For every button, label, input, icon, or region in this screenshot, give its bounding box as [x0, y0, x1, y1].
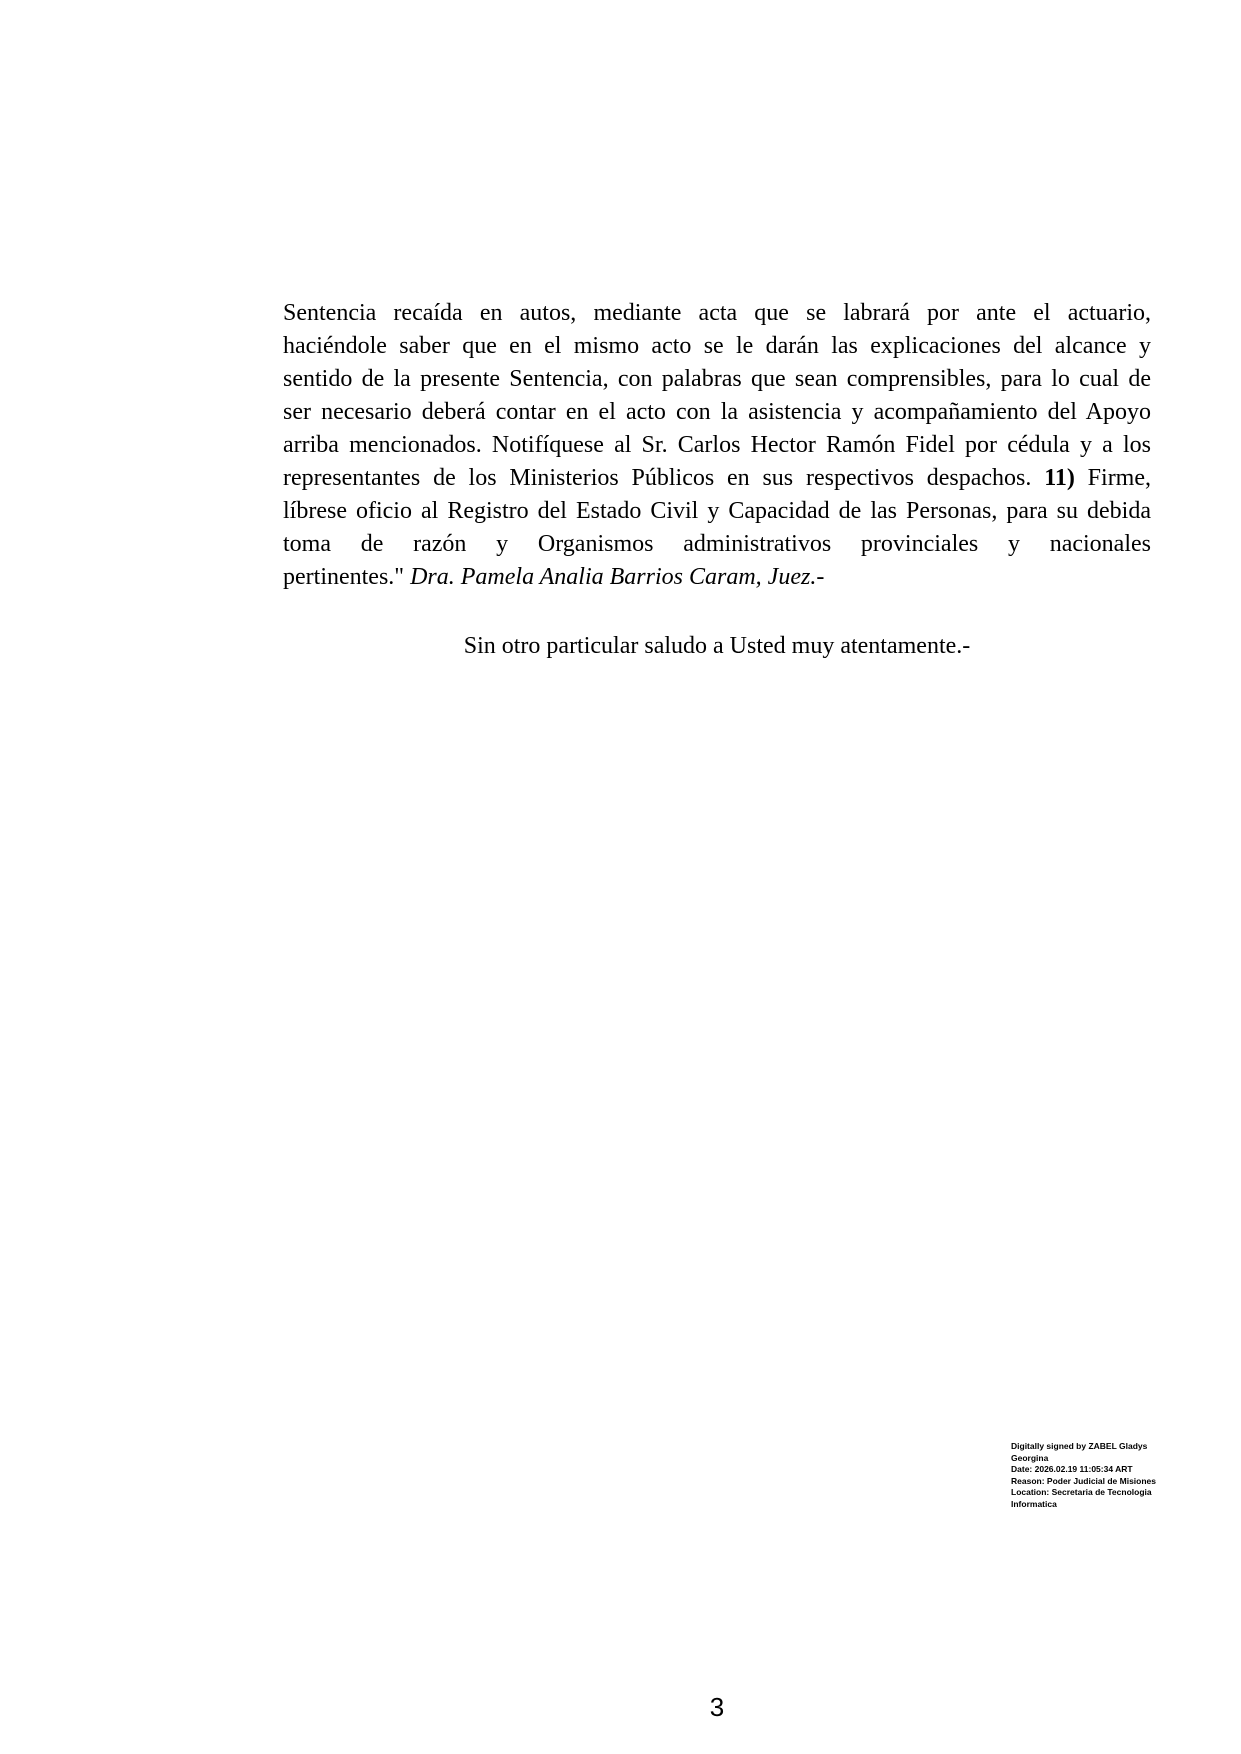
- paragraph-text: Sentencia recaída en autos, mediante acta que se labrará por ante el actuario,: [283, 300, 1151, 326]
- closing-salutation: Sin otro particular saludo a Usted muy atentamente.-: [463, 633, 971, 659]
- paragraph-line: [283, 363, 1151, 396]
- paragraph-line: [283, 495, 1151, 528]
- signature-line: Reason: Poder Judicial de Misiones: [1011, 1475, 1157, 1486]
- bold-item-number: 11): [1044, 465, 1075, 491]
- signature-line: Informatica: [1011, 1498, 1057, 1509]
- paragraph-line: [283, 561, 1151, 594]
- paragraph-text: arriba mencionados. Notifíquese al Sr. Carlos Hector Ramón Fidel por cédula y a los: [283, 432, 1151, 458]
- paragraph-line: [283, 462, 1151, 495]
- paragraph-text: representantes de los Ministerios Públicos en sus respectivos despachos.: [283, 465, 1045, 491]
- judge-name-italic: Dra. Pamela Analia Barrios Caram, Juez.-: [410, 564, 825, 590]
- paragraph-text: toma de razón y Organismos administrativos provinciales y nacionales: [283, 531, 1151, 557]
- paragraph-line: [283, 297, 1151, 330]
- paragraph-text: haciéndole saber que en el mismo acto se le darán las explicaciones del alcance y: [283, 333, 1151, 359]
- paragraph-text: Firme,: [1074, 465, 1151, 491]
- signature-line: Digitally signed by ZABEL Gladys Georgina: [1011, 1441, 1148, 1463]
- paragraph-line: [283, 396, 1151, 429]
- signature-line: Date: 2026.02.19 11:05:34 ART: [1011, 1464, 1133, 1474]
- paragraph-text: líbrese oficio al Registro del Estado Civil y Capacidad de las Personas, para su debida: [283, 498, 1151, 524]
- paragraph-line: [283, 330, 1151, 363]
- digital-signature-text: [1011, 1441, 1186, 1510]
- page-number: 3: [709, 1692, 725, 1722]
- paragraph-line: [283, 528, 1151, 561]
- paragraph-text: sentido de la presente Sentencia, con palabras que sean comprensibles, para lo cual de: [283, 366, 1151, 392]
- paragraph-text: pertinentes.": [283, 564, 411, 590]
- signature-line: Location: Secretaria de Tecnologia: [1011, 1487, 1152, 1497]
- paragraph-line: [283, 429, 1151, 462]
- body-paragraph: [283, 297, 1151, 594]
- paragraph-text: ser necesario deberá contar en el acto con la asistencia y acompañamiento del Apoyo: [283, 399, 1151, 425]
